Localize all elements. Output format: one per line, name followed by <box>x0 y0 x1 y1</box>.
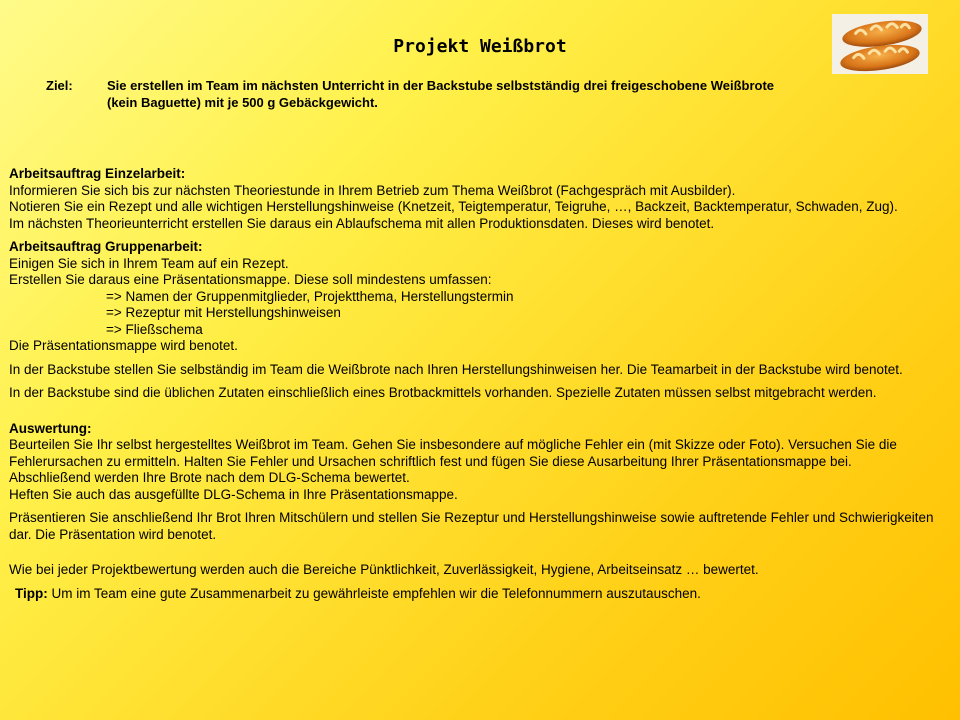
gruppe-heading: Arbeitsauftrag Gruppenarbeit: <box>9 239 203 254</box>
einzel-section <box>9 166 954 232</box>
tipp-block <box>9 586 954 603</box>
einzel-line-2: Notieren Sie ein Rezept und alle wichtigen Herstellungshinweise (Knetzeit, Teigtemperatur, Teigruhe, …, Backzeit, Backtemperatur, Schwaden, Zug). <box>9 199 898 214</box>
gruppe-item: => Namen der Gruppenmitglieder, Projektthema, Herstellungstermin <box>106 288 514 304</box>
einzel-line-1: Informieren Sie sich bis zur nächsten Theoriestunde in Ihrem Betrieb zum Thema Weißbrot (Fachgespräch mit Ausbilder). <box>9 182 736 198</box>
einzel-heading: Arbeitsauftrag Einzelarbeit: <box>9 166 186 181</box>
gruppe-item: => Rezeptur mit Herstellungshinweisen <box>106 305 341 320</box>
gruppe-line-2: Erstellen Sie daraus eine Präsentationsmappe. Diese soll mindestens umfassen: <box>9 272 492 287</box>
bewertung-text: Wie bei jeder Projektbewertung werden auch die Bereiche Pünktlichkeit, Zuverlässigkeit, Hygiene, Arbeitseinsatz … bewertet. <box>9 562 759 577</box>
goal-line-1: Sie erstellen im Team im nächsten Unterricht in der Backstube selbstständig drei freigeschobene Weißbrote <box>107 78 775 93</box>
auswertung-section <box>9 421 954 504</box>
bread-icon <box>832 14 928 74</box>
auswertung-line-1: Beurteilen Sie Ihr selbst hergestelltes Weißbrot im Team. Gehen Sie insbesondere auf mögliche Fehler ein (mit Skizze oder Foto). Versuchen Sie die Fehlerursachen zu ermitteln. Halten Sie Fehler und Ursachen schriftlich fest und fügen Sie diese Ausarbeitung Ihrer Präsentationsmappe bei. <box>9 437 897 469</box>
goal-line-2: (kein Baguette) mit je 500 g Gebäckgewicht. <box>107 95 378 110</box>
auswertung-line-3: Heften Sie auch das ausgefüllte DLG-Schema in Ihre Präsentationsmappe. <box>9 486 458 502</box>
gruppe-line-3: Die Präsentationsmappe wird benotet. <box>9 338 238 353</box>
tipp-text: Um im Team eine gute Zusammenarbeit zu gewährleiste empfehlen wir die Telefonnummern auszutauschen. <box>51 585 701 601</box>
goal-label: Ziel: <box>46 78 73 93</box>
auswertung-line-2: Abschließend werden Ihre Brote nach dem DLG-Schema bewertet. <box>9 470 410 485</box>
praesentation-text: Präsentieren Sie anschließend Ihr Brot Ihren Mitschülern und stellen Sie Rezeptur und Herstellungshinweise sowie auftretende Fehler und Schwierigkeiten dar. Die Präsentation wird benotet. <box>9 510 934 542</box>
gruppe-item: => Fließschema <box>106 321 203 337</box>
goal-text <box>107 77 887 111</box>
auswertung-heading: Auswertung: <box>9 420 92 436</box>
gruppe-line-1: Einigen Sie sich in Ihrem Team auf ein Rezept. <box>9 255 289 271</box>
page-title: Projekt Weißbrot <box>393 36 567 57</box>
backstube-2: In der Backstube sind die üblichen Zutaten einschließlich eines Brotbackmittels vorhanden. Spezielle Zutaten müssen selbst mitgebracht werden. <box>9 385 877 400</box>
tipp-label: Tipp: <box>15 585 48 601</box>
content <box>9 166 954 609</box>
gruppe-section <box>9 239 954 355</box>
einzel-line-3: Im nächsten Theorieunterricht erstellen Sie daraus ein Ablaufschema mit allen Produktionsdaten. Dieses wird benotet. <box>9 215 715 231</box>
backstube-1: In der Backstube stellen Sie selbständig im Team die Weißbrote nach Ihren Herstellungshinweisen her. Die Teamarbeit in der Backstube wird benotet. <box>9 361 903 377</box>
